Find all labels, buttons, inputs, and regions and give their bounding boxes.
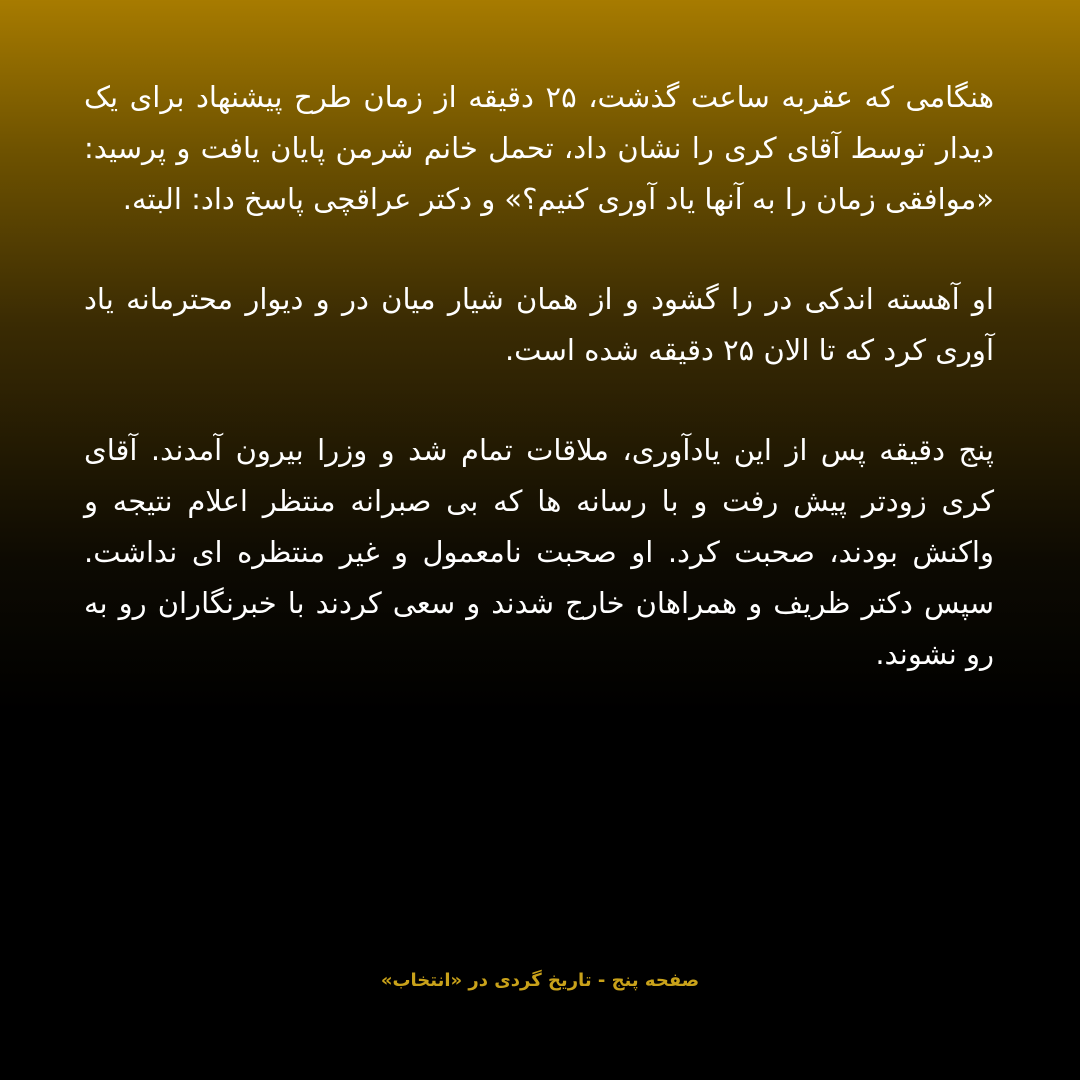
article-paragraph-3: پنج دقیقه پس از این یادآوری، ملاقات تمام شد و وزرا بیرون آمدند. آقای کری زودتر پیش رفت و با رسانه ها که بی صبرانه منتظر اعلام نتیجه و واکنش بودند، صحبت کرد. او صحبت نامعمول و غیر منتظره ای نداشت. سپس دکتر ظریف و همراهان خارج شدند و سعی کردند با خبرنگاران رو به رو نشوند.	[84, 433, 994, 671]
article-paragraph-2: او آهسته اندکی در را گشود و از همان شیار میان در و دیوار محترمانه یاد آوری کرد که تا الان ۲۵ دقیقه شده است.	[84, 282, 994, 367]
footer-caption: صفحه پنج - تاریخ گردی در «انتخاب»	[380, 970, 700, 991]
article-paragraph-1: هنگامی که عقربه ساعت گذشت، ۲۵ دقیقه از زمان طرح پیشنهاد برای یک دیدار توسط آقای کری را نشان داد، تحمل خانم شرمن پایان یافت و پرسید: «موافقی زمان را به آنها یاد آوری کنیم؟» و دکتر عراقچی پاسخ داد: البته.	[84, 80, 994, 216]
article-body	[84, 72, 994, 680]
